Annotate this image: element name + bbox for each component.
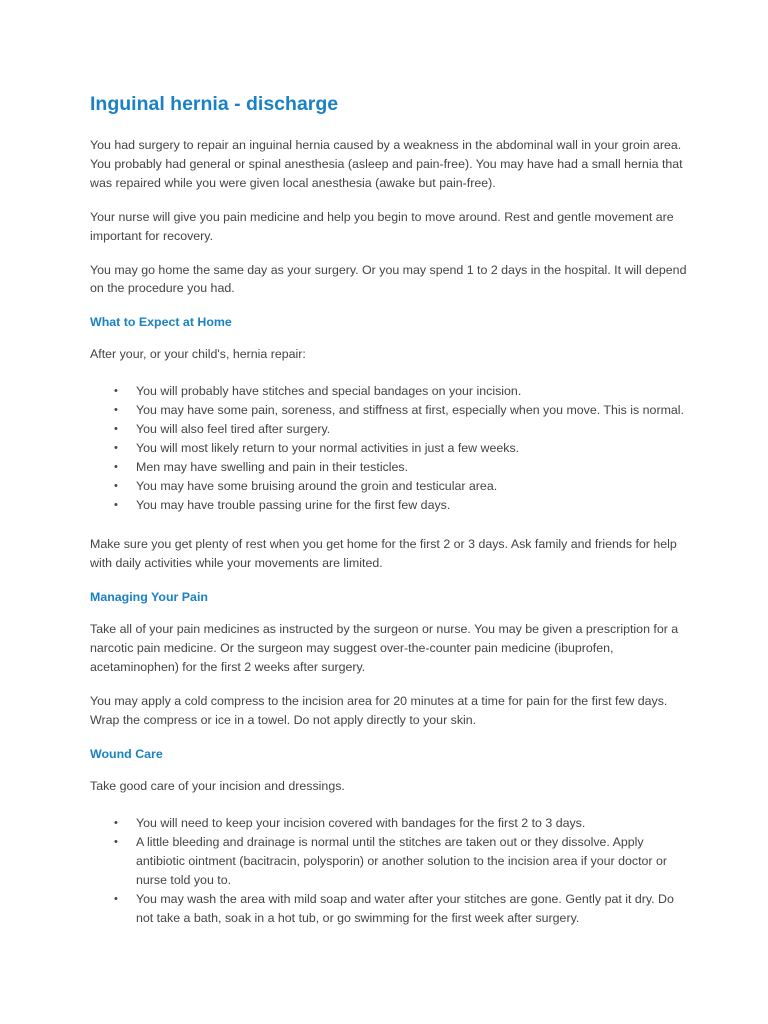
list-item-text: You will also feel tired after surgery. — [136, 422, 331, 437]
intro-paragraph: You had surgery to repair an inguinal hernia caused by a weakness in the abdominal wall in your groin area. You probably had general or spinal anesthesia (asleep and pain-free). You may have had a small hernia that was repaired while you were given local anesthesia (awake but pain-free). — [90, 138, 683, 190]
list-item-text: You may have trouble passing urine for the first few days. — [136, 498, 451, 513]
bullet-icon: • — [114, 835, 118, 848]
bullet-icon: • — [114, 385, 118, 398]
pain-paragraph: You may apply a cold compress to the incision area for 20 minutes at a time for pain for the first few days. Wrap the compress or ice in a towel. Do not apply directly to your skin. — [90, 693, 668, 727]
list-item-text: You will probably have stitches and special bandages on your incision. — [136, 384, 522, 399]
bullet-icon: • — [114, 816, 118, 829]
intro-paragraph: Your nurse will give you pain medicine and help you begin to move around. Rest and gentle movement are important for recovery. — [90, 209, 674, 243]
rest-paragraph: Make sure you get plenty of rest when you get home for the first 2 or 3 days. Ask family and friends for help with daily activities while your movements are limited. — [90, 537, 677, 571]
pain-paragraph: Take all of your pain medicines as instructed by the surgeon or nurse. You may be given a prescription for a narcotic pain medicine. Or the surgeon may suggest over-the-counter pain medicine (ibuprofen, acetaminophen) for the first 2 weeks after surgery. — [90, 622, 679, 674]
list-item — [90, 458, 690, 477]
bullet-icon: • — [114, 423, 118, 436]
intro-paragraph: You may go home the same day as your surgery. Or you may spend 1 to 2 days in the hospital. It will depend on the procedure you had. — [90, 262, 687, 296]
list-item — [90, 890, 690, 928]
list-item-text: Men may have swelling and pain in their testicles. — [136, 460, 409, 475]
bullet-icon: • — [114, 461, 118, 474]
section-lead: After your, or your child's, hernia repair: — [90, 347, 306, 362]
list-item — [90, 496, 690, 515]
expect-at-home-list — [90, 382, 690, 515]
page-title: Inguinal hernia - discharge — [90, 93, 339, 115]
section-heading-wound-care: Wound Care — [90, 746, 163, 761]
list-item-text: You may wash the area with mild soap and water after your stitches are gone. Gently pat it dry. Do not take a bath, soak in a hot tub, or go swimming for the first week after surgery. — [136, 891, 674, 925]
section-lead: Take good care of your incision and dressings. — [90, 778, 345, 793]
list-item — [90, 382, 690, 401]
list-item — [90, 401, 690, 420]
list-item-text: You may have some pain, soreness, and stiffness at first, especially when you move. This is normal. — [136, 403, 684, 418]
bullet-icon: • — [114, 442, 118, 455]
section-heading-what-to-expect: What to Expect at Home — [90, 315, 232, 330]
list-item — [90, 439, 690, 458]
wound-care-list — [90, 814, 690, 928]
document-page — [90, 92, 690, 943]
list-item-text: You will most likely return to your normal activities in just a few weeks. — [136, 441, 520, 456]
list-item-text: A little bleeding and drainage is normal until the stitches are taken out or they dissolve. Apply antibiotic ointment (bacitracin, polysporin) or another solution to the incision area if your doctor or nurse told you to. — [136, 834, 668, 887]
list-item — [90, 814, 690, 833]
bullet-icon: • — [114, 499, 118, 512]
list-item — [90, 477, 690, 496]
list-item-text: You will need to keep your incision covered with bandages for the first 2 to 3 days. — [136, 815, 586, 830]
list-item — [90, 833, 690, 890]
list-item-text: You may have some bruising around the groin and testicular area. — [136, 479, 498, 494]
section-heading-managing-pain: Managing Your Pain — [90, 590, 208, 605]
list-item — [90, 420, 690, 439]
bullet-icon: • — [114, 404, 118, 417]
bullet-icon: • — [114, 480, 118, 493]
bullet-icon: • — [114, 892, 118, 905]
